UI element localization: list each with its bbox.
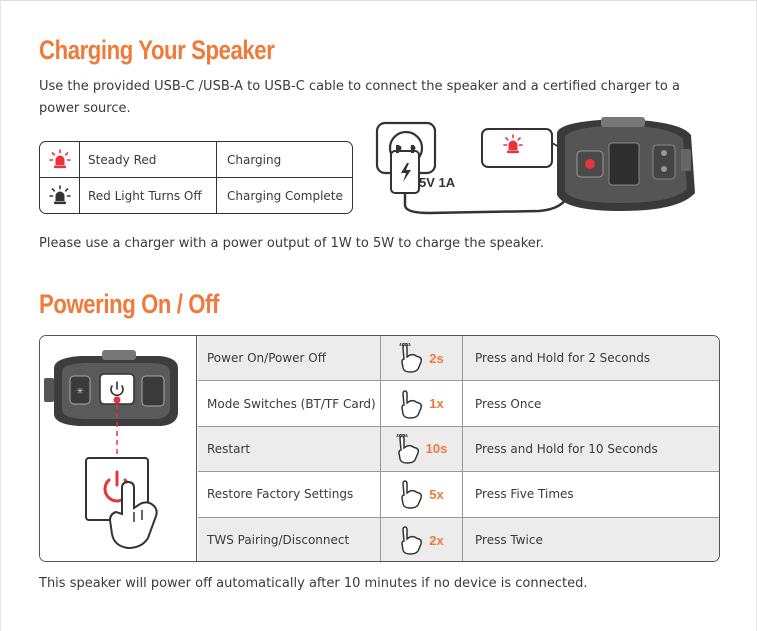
charging-intro-line-1: Use the provided USB-C /USB-A to USB-C cable to connect the speaker and a certified charger to a bbox=[39, 79, 680, 94]
auto-off-note: This speaker will power off automatically after 10 minutes if no device is connected. bbox=[39, 576, 588, 591]
off-led-icon bbox=[40, 178, 80, 214]
power-action: Press Five Times bbox=[475, 487, 574, 502]
power-controls-table bbox=[39, 335, 720, 562]
power-gesture bbox=[381, 381, 463, 425]
led-meaning: Charging Complete bbox=[227, 189, 343, 203]
power-gesture bbox=[381, 472, 463, 516]
charging-illustration bbox=[369, 113, 729, 223]
power-row bbox=[198, 336, 720, 381]
power-action: Press Once bbox=[475, 396, 542, 411]
power-gesture bbox=[381, 518, 463, 562]
power-action: Press and Hold for 2 Seconds bbox=[475, 351, 651, 366]
charger-note: Please use a charger with a power output of 1W to 5W to charge the speaker. bbox=[39, 236, 545, 251]
power-gesture bbox=[381, 427, 463, 471]
finger-press-icon bbox=[396, 434, 422, 464]
power-button-illustration bbox=[40, 336, 197, 561]
power-action: Press and Hold for 10 Seconds bbox=[475, 441, 658, 456]
speaker-icon bbox=[44, 350, 178, 426]
led-state: Red Light Turns Off bbox=[80, 178, 217, 214]
finger-press-icon bbox=[399, 479, 425, 509]
press-count: 1x bbox=[429, 396, 444, 412]
power-row bbox=[198, 381, 720, 426]
finger-press-icon bbox=[399, 389, 425, 419]
finger-press-icon bbox=[399, 343, 425, 373]
power-gesture bbox=[381, 336, 463, 380]
press-count: 10s bbox=[425, 441, 448, 457]
press-count: 2s bbox=[429, 350, 444, 366]
svg-text:✳: ✳ bbox=[76, 387, 84, 397]
red-led-icon bbox=[40, 142, 80, 177]
led-row bbox=[40, 142, 352, 178]
power-row bbox=[198, 518, 720, 562]
led-indicator-table bbox=[39, 141, 353, 214]
powering-title: Powering On / Off bbox=[39, 289, 219, 319]
led-meaning: Charging bbox=[227, 152, 282, 167]
power-row bbox=[198, 472, 720, 517]
charging-title: Charging Your Speaker bbox=[39, 35, 275, 65]
power-function: Mode Switches (BT/TF Card) bbox=[198, 381, 381, 425]
power-function: Restart bbox=[198, 427, 381, 471]
press-count: 2x bbox=[429, 532, 444, 548]
power-function: Restore Factory Settings bbox=[198, 472, 381, 516]
usb-charger-icon bbox=[377, 123, 435, 205]
charging-intro-line-2: power source. bbox=[39, 101, 131, 116]
finger-press-icon bbox=[399, 525, 425, 555]
power-action: Press Twice bbox=[475, 533, 543, 548]
power-row bbox=[198, 427, 720, 472]
power-function: Power On/Power Off bbox=[198, 336, 381, 380]
charger-label: 5V 1A bbox=[419, 175, 456, 190]
power-function: TWS Pairing/Disconnect bbox=[198, 518, 381, 562]
led-row bbox=[40, 178, 352, 214]
speaker-icon bbox=[557, 117, 695, 211]
led-state: Steady Red bbox=[80, 142, 217, 177]
press-count: 5x bbox=[429, 486, 444, 502]
